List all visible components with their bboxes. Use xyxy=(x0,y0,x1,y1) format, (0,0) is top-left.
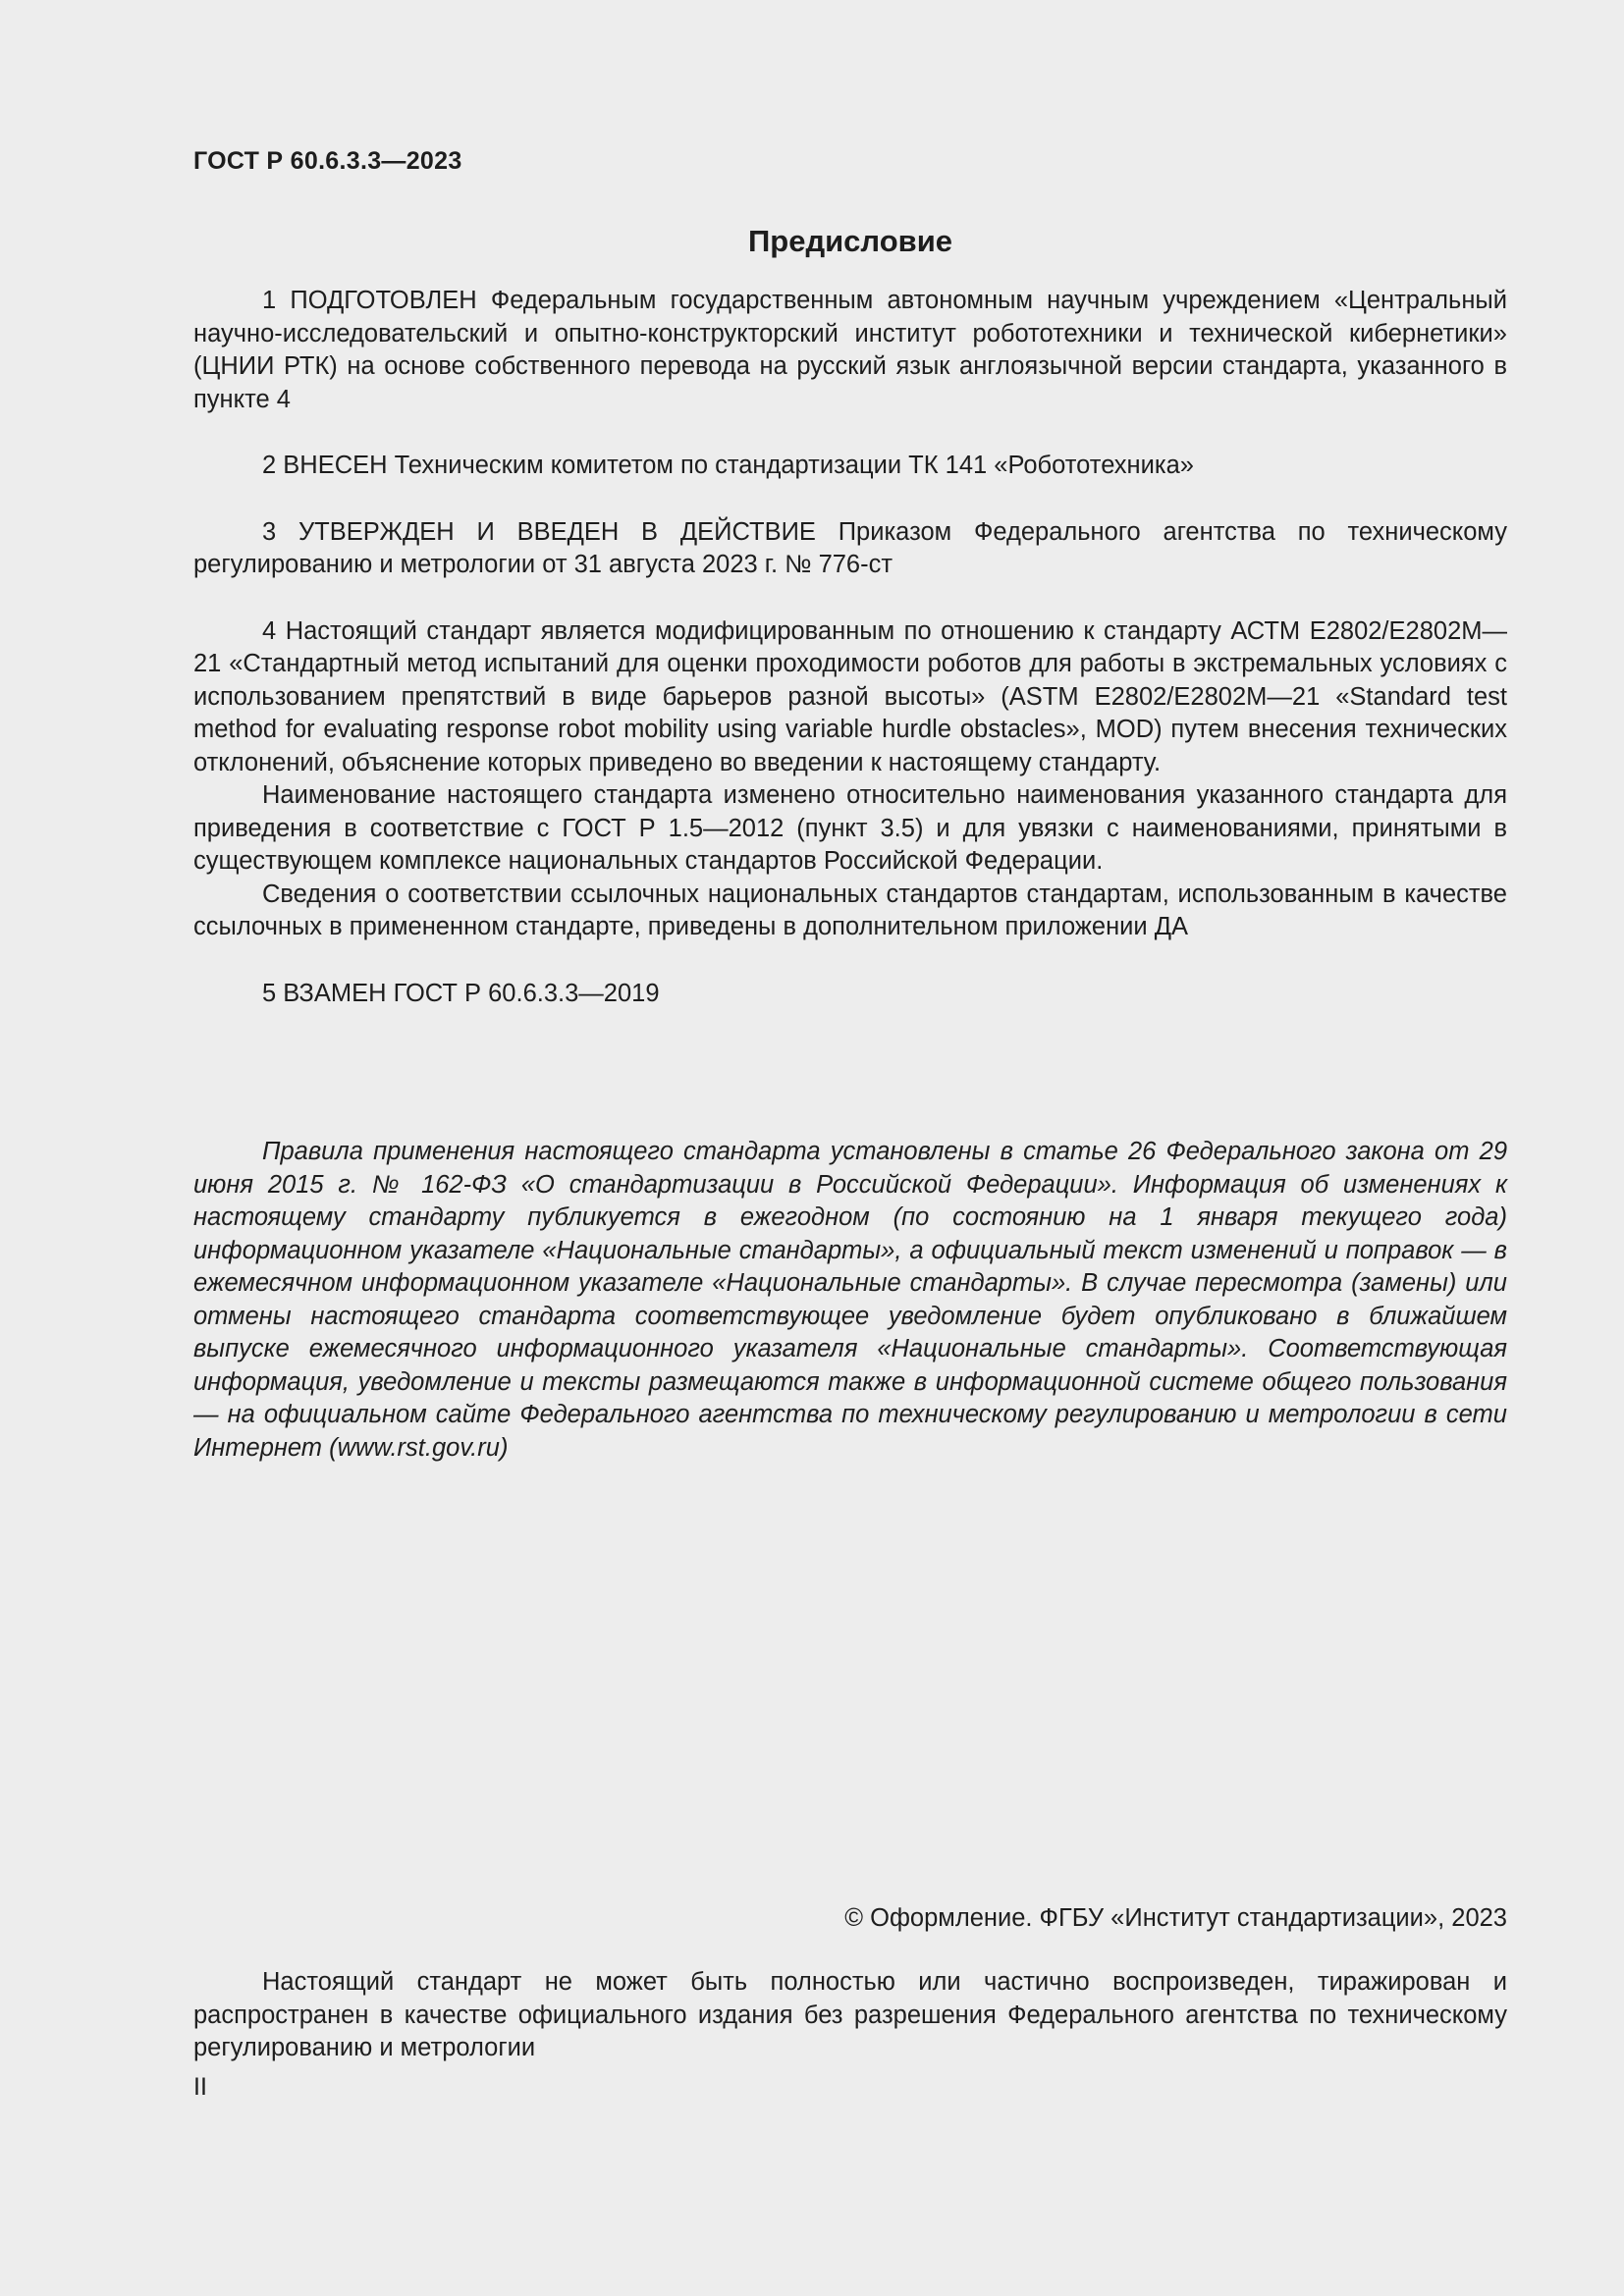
preface-item-2: 2 ВНЕСЕН Техническим комитетом по стандартизации ТК 141 «Робототехника» xyxy=(262,452,1194,479)
document-code: ГОСТ Р 60.6.3.3—2023 xyxy=(193,147,462,175)
preface-item-1: 1 ПОДГОТОВЛЕН Федеральным государственным автономным научным учреждением «Центральный научно-исследовательский и опытно-конструкторский институт робототехники и технической кибернетики» (ЦНИИ РТК) на основе собственного перевода на русский язык англоязычной версии стандарта, указанного в пункте 4 xyxy=(193,287,1507,413)
rights-text: Настоящий стандарт не может быть полностью или частично воспроизведен, тиражирован и распространен в качестве официального издания без разрешения Федерального агентства по техническому регулированию и метрологии xyxy=(193,1968,1507,2061)
preface-item-3: 3 УТВЕРЖДЕН И ВВЕДЕН В ДЕЙСТВИЕ Приказом Федерального агентства по техническому регулированию и метрологии от 31 августа 2023 г. № 776-ст xyxy=(193,517,1507,578)
document-page xyxy=(193,0,1507,2296)
application-rules-notice xyxy=(193,1136,1507,1465)
copyright-line: © Оформление. ФГБУ «Институт стандартизации», 2023 xyxy=(844,1904,1507,1932)
preface-item-4-name-note: Наименование настоящего стандарта изменено относительно наименования указанного стандарта для приведения в соответствие с ГОСТ Р 1.5—2012 (пункт 3.5) и для увязки с наименованиями, принятыми в существующем комплексе национальных стандартов Российской Федерации. xyxy=(193,781,1507,875)
preface-body xyxy=(193,285,1507,1010)
notice-text: Правила применения настоящего стандарта установлены в статье 26 Федерального закона от 29 июня 2015 г. № 162-ФЗ «О стандартизации в Российской Федерации». Информация об изменениях к настоящему стандарту публикуется в ежегодном (по состоянию на 1 января текущего года) информационном указателе «Национальные стандарты», а официальный текст изменений и поправок — в ежемесячном информационном указателе «Национальные стандарты». В случае пересмотра (замены) или отмены настоящего стандарта соответствующее уведомление будет опубликовано в ближайшем выпуске ежемесячного информационного указателя «Национальные стандарты». Соответствующая информация, уведомление и тексты размещаются также в информационной системе общего пользования — на официальном сайте Федерального агентства по техническому регулированию и метрологии в сети Интернет (www.rst.gov.ru) xyxy=(193,1138,1507,1462)
page-number: II xyxy=(193,2073,207,2101)
reproduction-rights xyxy=(193,1966,1507,2065)
preface-item-5: 5 ВЗАМЕН ГОСТ Р 60.6.3.3—2019 xyxy=(262,979,660,1007)
preface-item-4-references-note: Сведения о соответствии ссылочных национальных стандартов стандартам, использованным в качестве ссылочных в примененном стандарте, приведены в дополнительном приложении ДА xyxy=(193,880,1507,940)
page-title: Предисловие xyxy=(747,224,952,258)
preface-item-4: 4 Настоящий стандарт является модифицированным по отношению к стандарту АСТМ Е2802/Е2802М—21 «Стандартный метод испытаний для оценки проходимости роботов для работы в экстремальных условиях с использованием препятствий в виде барьеров разной высоты» (ASTM E2802/E2802M—21 «Standard test method for evaluating response robot mobility using variable hurdle obstacles», MOD) путем внесения технических отклонений, объяснение которых приведено во введении к настоящему стандарту. xyxy=(193,616,1507,776)
